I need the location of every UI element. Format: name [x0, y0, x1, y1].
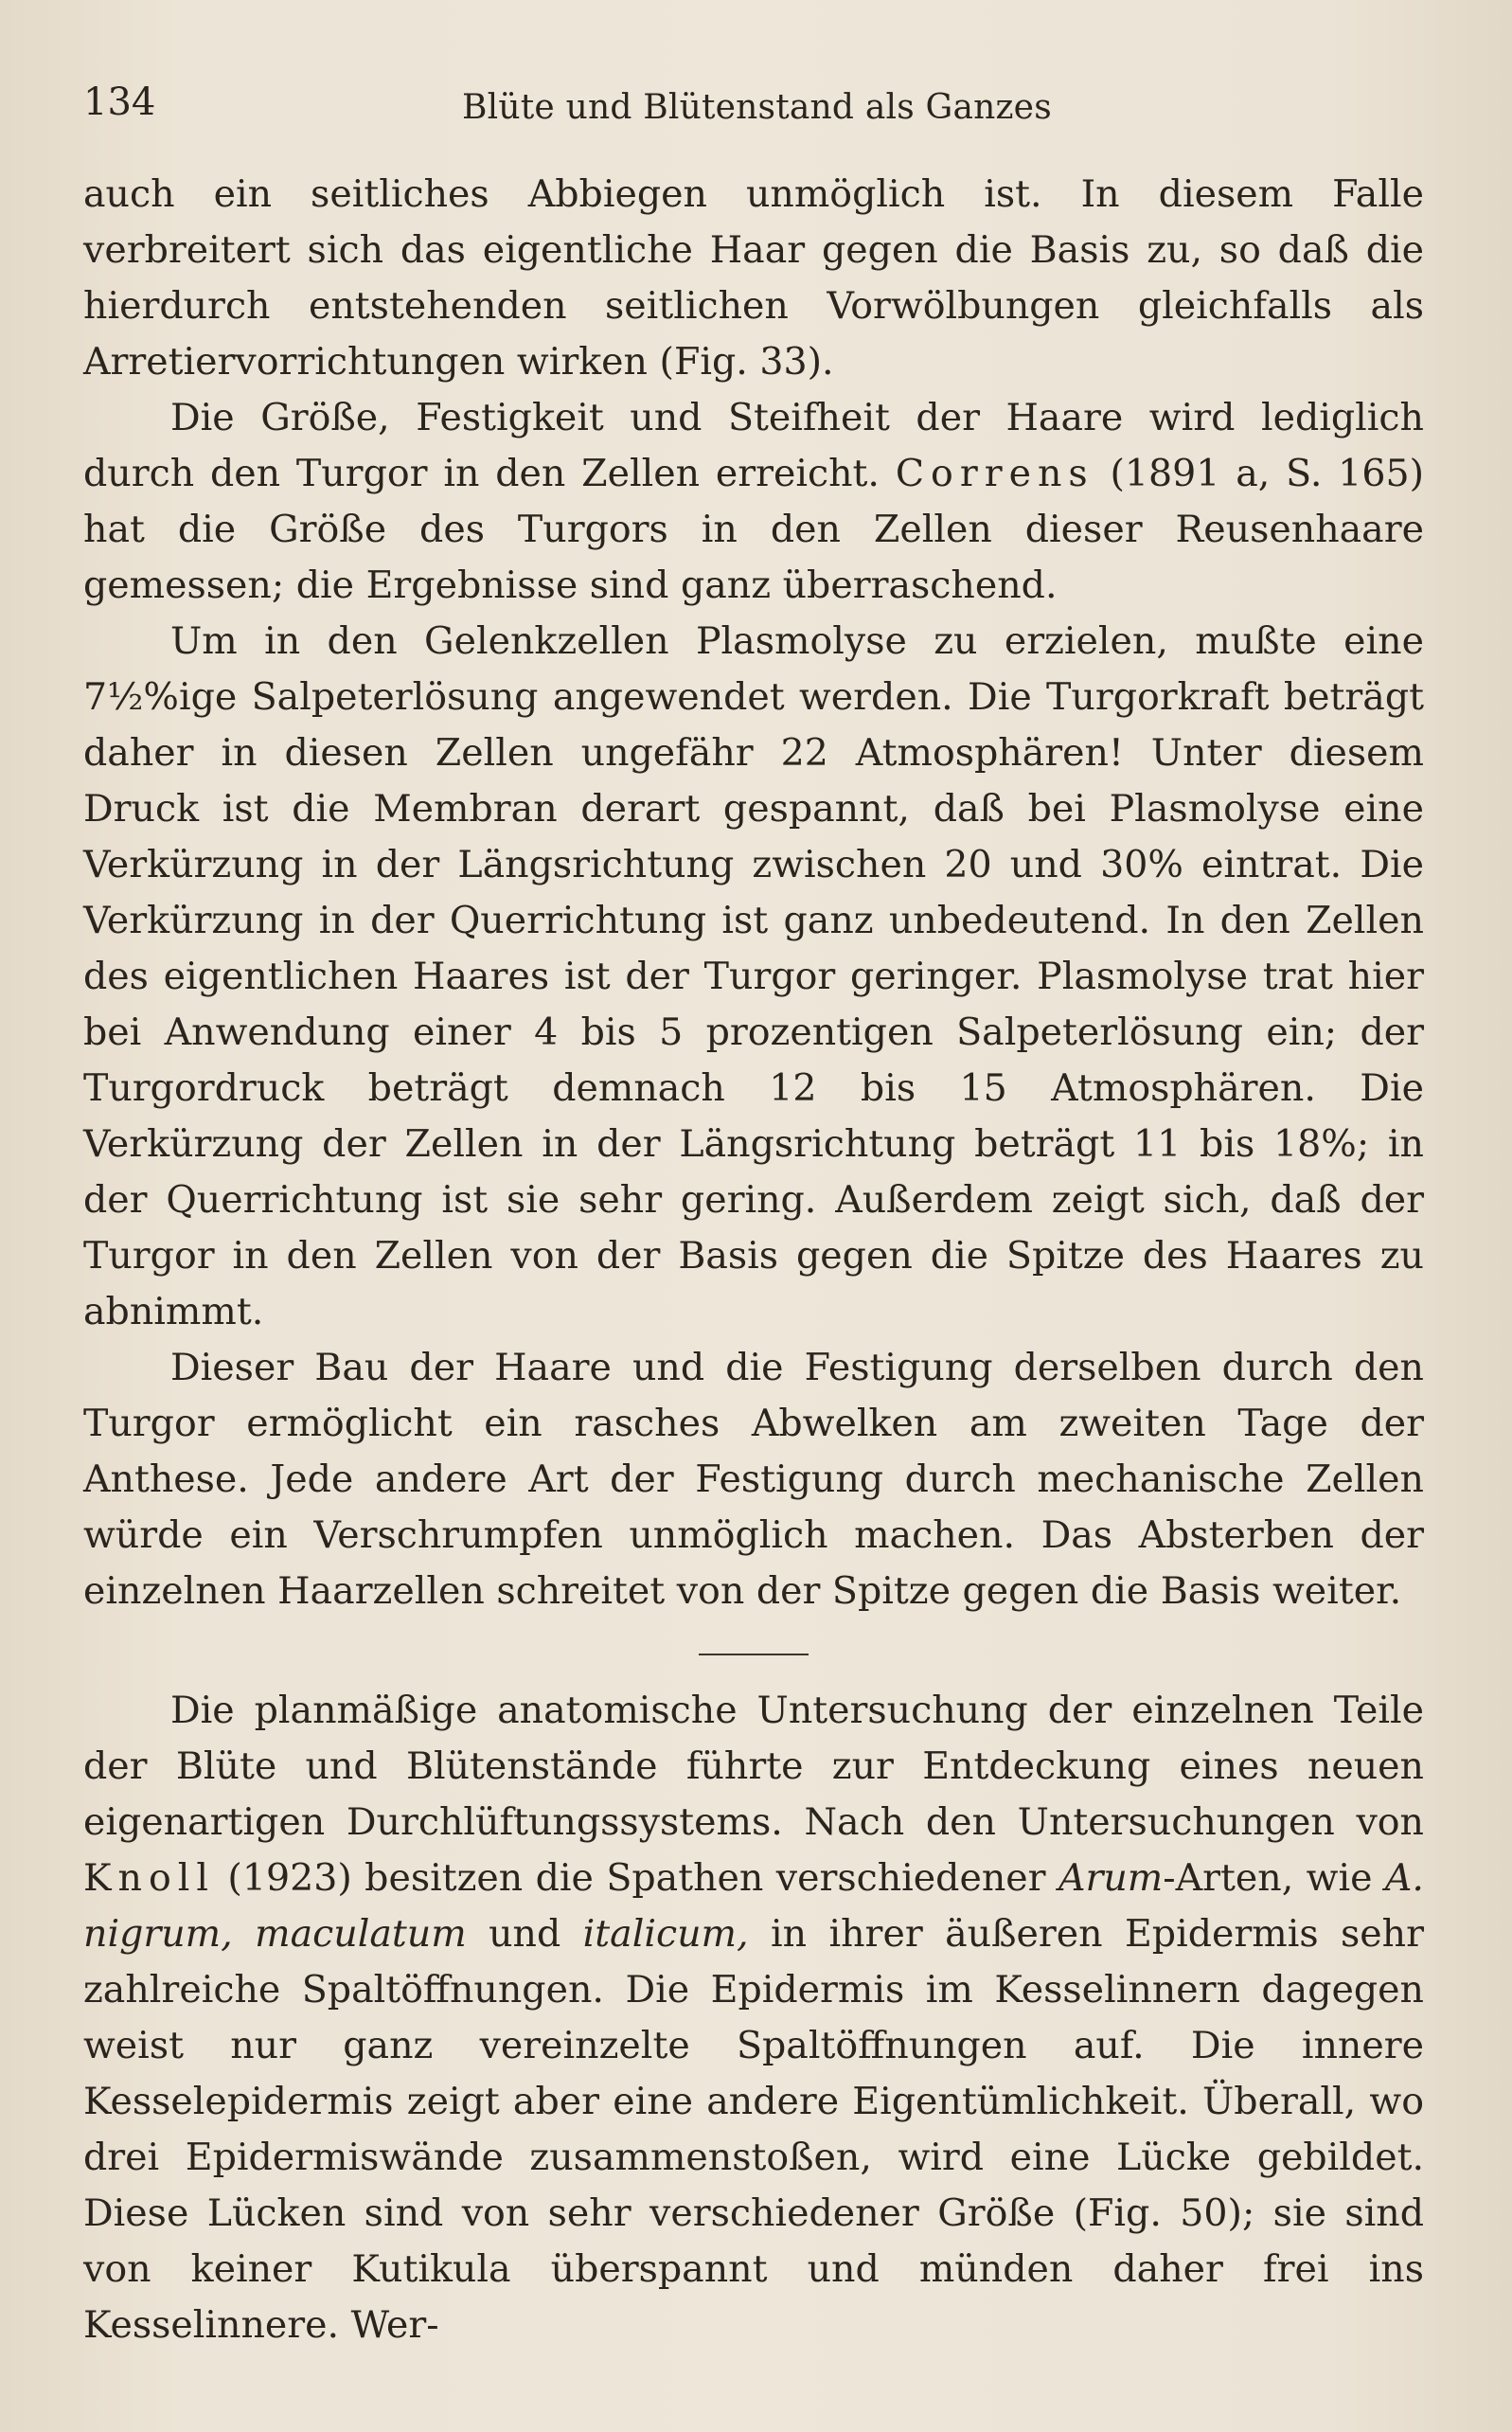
species-italicum: italicum, [582, 1912, 749, 1956]
paragraph-2-text-a: Die Größe, Festigkeit und Steifheit der Haare wird lediglich durch den Turgor in den Zellen erreicht. [83, 396, 1424, 495]
body-text [83, 167, 1424, 2353]
author-knoll: Knoll [83, 1856, 215, 1900]
paragraph-2-text-b: (1891 a, S. 165) hat die Größe des Turgors in den Zellen dieser Reusenhaare gemessen; die Ergebnisse sind ganz überraschend. [83, 452, 1424, 607]
species-maculatum: maculatum [255, 1912, 467, 1956]
paragraph-1: auch ein seitliches Abbiegen unmöglich ist. In diesem Falle verbreitert sich das eigentliche Haar gegen die Basis zu, so daß die hierdurch entstehenden seitlichen Vorwölbungen gleichfalls als Arretiervorrichtungen wirken (Fig. 33). [83, 172, 1424, 384]
paragraph-5-text-a: Die planmäßige anatomische Untersuchung der einzelnen Teile der Blüte und Blütenstände führte zur Entdeckung eines neuen eigenartigen Durchlüftungssystems. Nach den Untersuchungen von [83, 1689, 1424, 1844]
paragraph-5-text-e: in ihrer äußeren Epidermis sehr zahlreiche Spaltöffnungen. Die Epidermis im Kesselinnern dagegen weist nur ganz vereinzelte Spaltöffnungen auf. Die innere Kesselepidermis zeigt aber eine andere Eigentümlichkeit. Überall, wo drei Epidermiswände zusammenstoßen, wird eine Lücke gebildet. Diese Lücken sind von sehr verschiedener Größe (Fig. 50); sie sind von keiner Kutikula überspannt und münden daher frei ins Kesselinnere. Wer- [83, 1912, 1425, 2347]
paragraph-2 [83, 390, 1424, 614]
author-correns: Correns [895, 452, 1094, 495]
species-nigrum: A. nigrum, [83, 1856, 1424, 1956]
paragraph-3: Um in den Gelenkzellen Plasmolyse zu erzielen, mußte eine 7½%ige Salpeterlösung angewendet werden. Die Turgorkraft beträgt daher in diesen Zellen ungefähr 22 Atmosphären! Unter diesem Druck ist die Membran derart gespannt, daß bei Plasmolyse eine Verkürzung in der Längsrichtung zwischen 20 und 30% eintrat. Die Verkürzung in der Querrichtung ist ganz unbedeutend. In den Zellen des eigentlichen Haares ist der Turgor geringer. Plasmolyse trat hier bei Anwendung einer 4 bis 5 prozentigen Salpeterlösung ein; der Turgordruck beträgt demnach 12 bis 15 Atmosphären. Die Verkürzung der Zellen in der Längsrichtung beträgt 11 bis 18%; in der Querrichtung ist sie sehr gering. Außerdem zeigt sich, daß der Turgor in den Zellen von der Basis gegen die Spitze des Haares zu abnimmt. [83, 619, 1424, 1333]
section-separator [699, 1654, 809, 1655]
page-header [83, 74, 1428, 131]
page-number: 134 [83, 80, 156, 124]
paragraph-5-text-b: (1923) besitzen die Spathen verschiedener [227, 1856, 1046, 1900]
paragraph-5 [83, 1683, 1424, 2353]
running-title: Blüte und Blütenstand als Ganzes [462, 88, 1052, 127]
paragraph-4: Dieser Bau der Haare und die Festigung derselben durch den Turgor ermöglicht ein rasches Abwelken am zweiten Tage der Anthese. Jede andere Art der Festigung durch mechanische Zellen würde ein Verschrumpfen unmöglich machen. Das Absterben der einzelnen Haarzellen schreitet von der Spitze gegen die Basis weiter. [83, 1346, 1424, 1613]
paragraph-5-text-d: und [489, 1912, 561, 1956]
paragraph-5-text-c: -Arten, wie [1163, 1856, 1373, 1900]
genus-arum: Arum [1058, 1856, 1164, 1900]
